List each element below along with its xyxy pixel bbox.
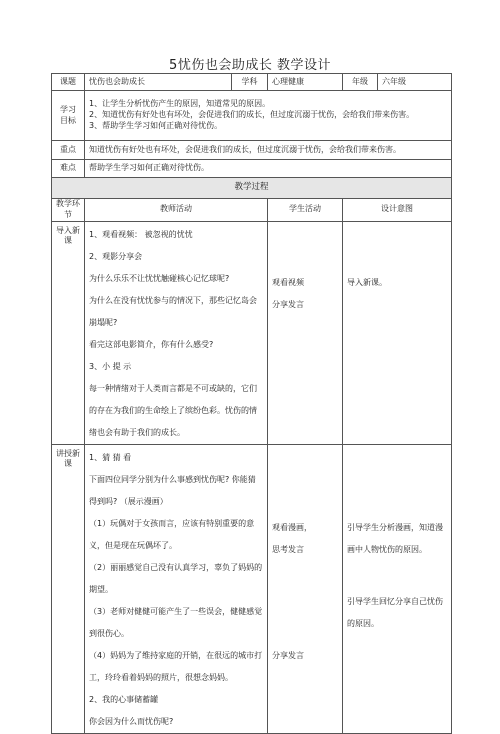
course-label: 课题: [52, 74, 85, 91]
teacher-line: 为什么乐乐不让忧忧触碰核心记忆球呢?: [89, 273, 230, 283]
course-value: 忧伤也会助成长: [85, 74, 232, 91]
teacher-line: 看完这部电影简介，你有什么感受?: [89, 339, 214, 349]
teacher-line: 为什么在没有忧忧参与的情况下，那些记忆岛会崩塌呢?: [89, 295, 257, 327]
goal-item: 2、知道忧伤有好处也有坏处，会促进我们的成长，但过度沉溺于忧伤，会给我们带来伤害。: [89, 110, 415, 120]
page-title: 5忧伤也会助成长 教学设计: [169, 58, 331, 73]
student-line: 思考发言: [272, 544, 304, 554]
col-header-teacher: 教师活动: [85, 199, 268, 222]
key-point-row: [52, 141, 452, 160]
difficulty-value: 帮助学生学习如何正确对待忧伤。: [85, 160, 452, 178]
student-line: 分享发言: [272, 650, 304, 660]
subject-label: 学科: [232, 74, 268, 91]
teacher-line: （4）妈妈为了维持家庭的开销，在很远的城市打工，玲玲看着妈妈的照片，很想念妈妈。: [89, 650, 263, 682]
table-row: [52, 221, 452, 444]
stage-cell: 导入新课: [52, 221, 85, 444]
goals-row: [52, 91, 452, 141]
teacher-line: （1）玩偶对于女孩而言，应该有特别重要的意义，但是现在玩偶坏了。: [89, 518, 255, 550]
teacher-line: 1、猜 猜 看: [89, 452, 132, 462]
teacher-line: 2、我的心事储蓄罐: [89, 694, 159, 704]
student-line: 分享发言: [272, 299, 304, 309]
subject-value: 心理健康: [268, 74, 343, 91]
stage-cell: 讲授新课: [52, 444, 85, 733]
col-header-intent: 设计意图: [343, 199, 452, 222]
info-row: [52, 74, 452, 91]
grade-label: 年级: [343, 74, 378, 91]
student-cell: [268, 444, 343, 733]
teacher-line: 每一种情绪对于人类而言都是不可或缺的，它们的存在为我们的生命绘上了缤纷色彩。忧伤的情绪也会有助于我们的成长。: [89, 383, 257, 437]
intent-line: 引导学生回忆分享自己忧伤的原因。: [347, 596, 443, 628]
teacher-cell: [85, 444, 268, 733]
column-header-row: [52, 199, 452, 222]
table-row: [52, 444, 452, 733]
intent-line: 导入新课。: [347, 277, 387, 287]
key-point-label: 重点: [52, 141, 85, 160]
goal-item: 1、让学生分析忧伤产生的原因，知道常见的原因。: [89, 99, 271, 109]
process-title: 教学过程: [52, 178, 452, 199]
teacher-line: 下面四位同学分别为什么事感到忧伤呢? 你能猜得到吗? （展示漫画）: [89, 474, 256, 506]
col-header-stage: 教学环节: [52, 199, 85, 222]
teacher-line: （2）丽丽感觉自己没有认真学习，辜负了妈妈的期望。: [89, 562, 263, 594]
teacher-line: 2、观影分享会: [89, 251, 143, 261]
teacher-line: 你会因为什么而忧伤呢?: [89, 716, 174, 726]
difficulty-row: [52, 160, 452, 178]
lesson-plan-table: [51, 73, 452, 734]
teacher-line: 1、观看视频： 被忽视的忧忧: [89, 229, 193, 239]
key-point-value: 知道忧伤有好处也有坏处，会促进我们的成长，但过度沉溺于忧伤，会给我们带来伤害。: [85, 141, 452, 160]
col-header-student: 学生活动: [268, 199, 343, 222]
goals-label: [52, 91, 85, 141]
student-cell: [268, 221, 343, 444]
teacher-cell: [85, 221, 268, 444]
goal-item: 3、帮助学生学习如何正确对待忧伤。: [89, 120, 223, 130]
intent-line: 引导学生分析漫画，知道漫画中人物忧伤的原因。: [347, 522, 443, 554]
grade-value: 六年级: [378, 74, 452, 91]
student-line: 观看漫画，: [272, 522, 312, 532]
intent-cell: [343, 221, 452, 444]
teacher-line: （3）老师对健健可能产生了一些误会，健健感觉到很伤心。: [89, 606, 263, 638]
difficulty-label: 难点: [52, 160, 85, 178]
student-line: 观看视频: [272, 277, 304, 287]
teacher-line: 3、小 提 示: [89, 361, 132, 371]
process-title-row: [52, 178, 452, 199]
intent-cell: [343, 444, 452, 733]
goals-label-text: 学习目标: [60, 104, 76, 125]
goals-content: [85, 91, 452, 141]
